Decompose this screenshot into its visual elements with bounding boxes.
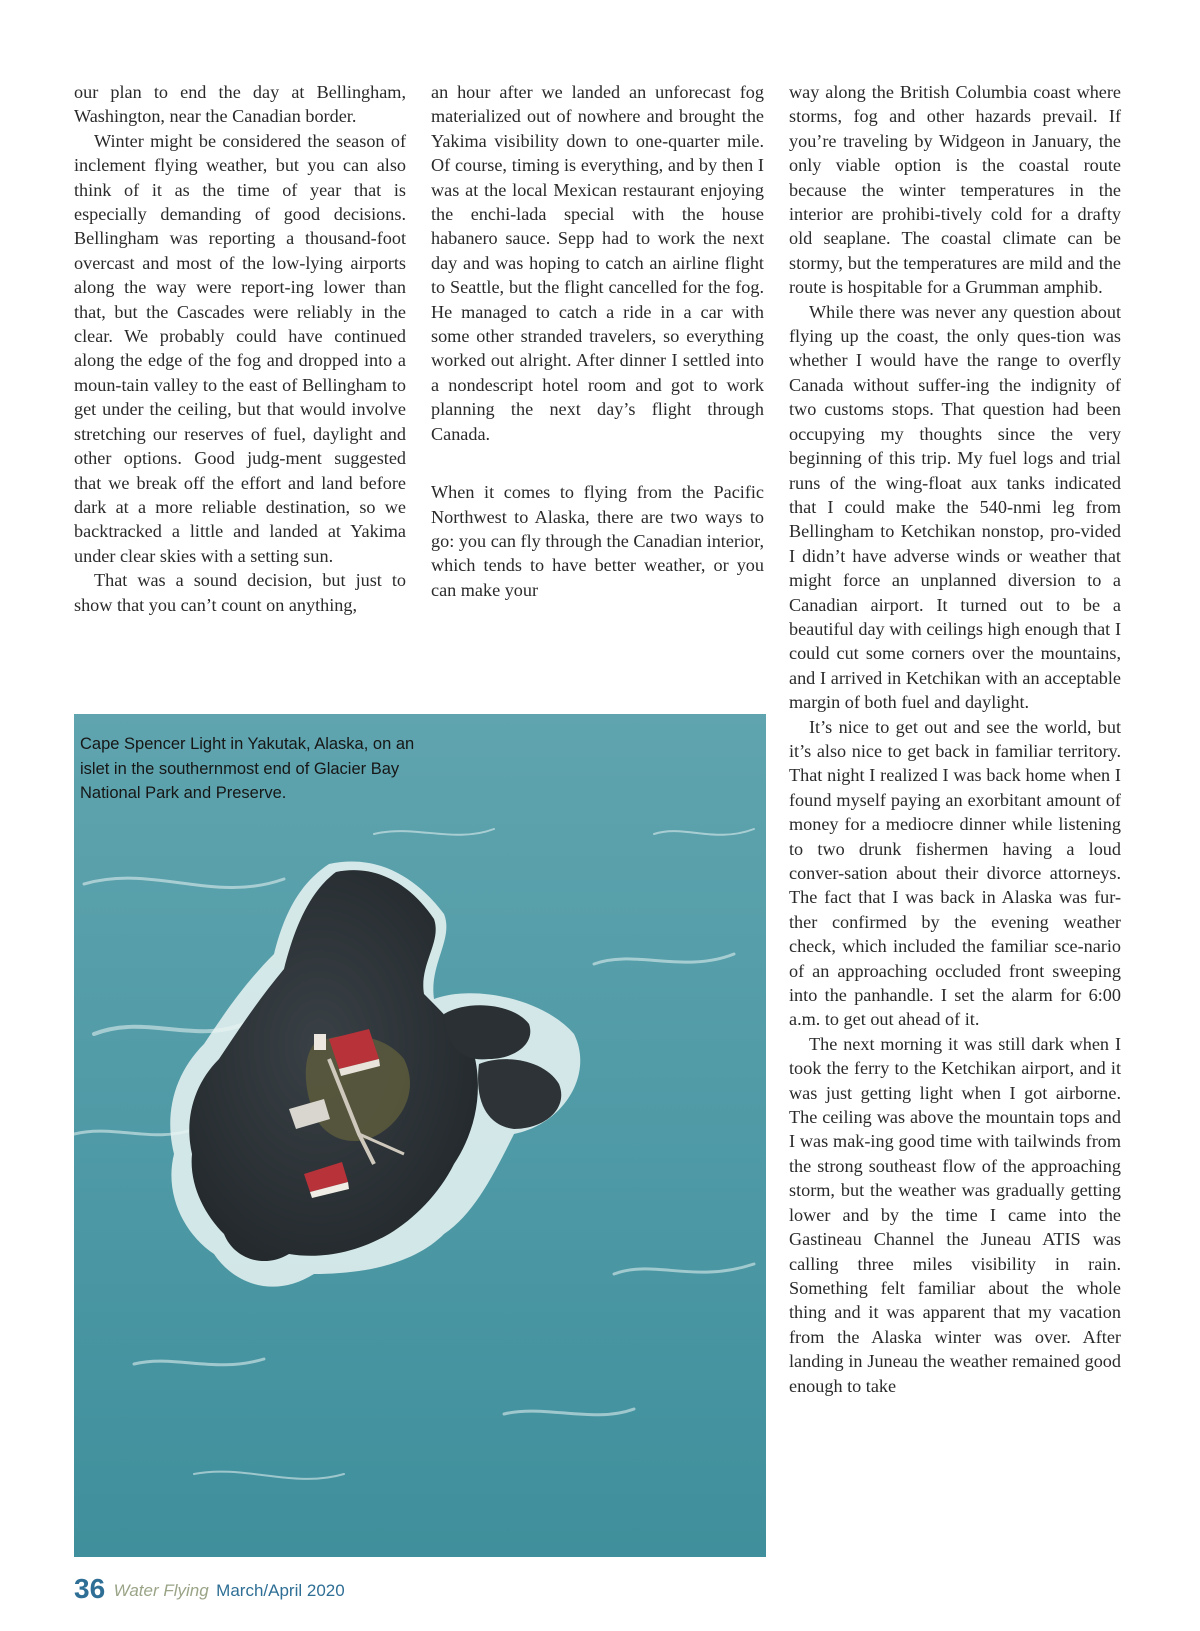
paragraph: way along the British Columbia coast where storms, fog and other hazards prevail. If you’re traveling by Widgeon in January, the only viable option is the coastal route because the winter temperatures in the interior are prohibi-tively cold for a drafty old seaplane. The coastal climate can be stormy, but the temperatures are mild and the route is hospitable for a Grumman amphib. (789, 82, 1121, 298)
page-footer (74, 1573, 345, 1605)
paragraph: our plan to end the day at Bellingham, Washington, near the Canadian border. (74, 82, 406, 127)
text-column-1 (74, 80, 406, 617)
lighthouse-photo (74, 714, 766, 1557)
photo-caption: Cape Spencer Light in Yakutak, Alaska, on an islet in the southernmost end of Glacier Bay National Park and Preserve. (80, 735, 415, 802)
paragraph: While there was never any question about flying up the coast, the only ques-tion was whether I would have the range to overfly Canada without suffer-ing the indignity of two customs stops. That question had been occupying my thoughts since the very beginning of this trip. My fuel logs and trial runs of the wing-float aux tanks indicated that I could make the 540-nmi leg from Bellingham to Ketchikan nonstop, pro-vided I didn’t have adverse winds or weather that might force an unplanned diversion to a Canadian airport. It turned out to be a beautiful day with ceilings high enough that I could cut some corners over the mountains, and I arrived in Ketchikan with an acceptable margin of both fuel and daylight. (789, 301, 1121, 713)
paragraph: When it comes to flying from the Pacific Northwest to Alaska, there are two ways to go: you can fly through the Canadian interior, which tends to have better weather, or you can make your (431, 482, 764, 600)
paragraph: It’s nice to get out and see the world, but it’s also nice to get back in familiar territory. That night I realized I was back home when I found myself paying an exorbitant amount of money for a mediocre dinner while listening to two drunk fishermen having a loud conver-sation about their divorce attorneys. The fact that I was back in Alaska was fur-ther confirmed by the evening weather check, which included the familiar sce-nario of an approaching occluded front sweeping into the panhandle. I set the alarm for 6:00 a.m. to get out ahead of it. (789, 716, 1121, 1030)
magazine-name: Water Flying (113, 1581, 209, 1600)
paragraph: an hour after we landed an unforecast fog materialized out of nowhere and brought the Yakima visibility down to one-quarter mile. Of course, timing is everything, and by then I was at the local Mexican restaurant enjoying the enchi-lada special with the house habanero sauce. Sepp had to work the next day and was hoping to catch an airline flight to Seattle, but the flight cancelled for the fog. He managed to catch a ride in a car with some other stranded travelers, so everything worked out alright. After dinner I settled into a nondescript hotel room and got to work planning the next day’s flight through Canada. (431, 82, 764, 444)
issue-date: March/April 2020 (216, 1581, 345, 1600)
text-column-3 (789, 80, 1121, 1398)
page-number: 36 (74, 1573, 106, 1604)
text-column-2 (431, 80, 764, 602)
paragraph: That was a sound decision, but just to show that you can’t count on anything, (74, 570, 406, 615)
paragraph: Winter might be considered the season of inclement flying weather, but you can also think of it as the time of year that is especially demanding of good decisions. Bellingham was reporting a thousand-foot overcast and most of the low-lying airports along the way were report-ing lower than that, but the Cascades were reliably in the clear. We probably could have continued along the edge of the fog and dropped into a moun-tain valley to the east of Bellingham to get under the ceiling, but that would involve stretching our reserves of fuel, daylight and other options. Good judg-ment suggested that we break off the effort and land before dark at a more reliable destination, so we backtracked a little and landed at Yakima under clear skies with a setting sun. (74, 130, 406, 566)
paragraph: The next morning it was still dark when I took the ferry to the Ketchikan airport, and it was just getting light when I got airborne. The ceiling was above the mountain tops and I was mak-ing good time with tailwinds from the strong southeast flow of the approaching storm, but the weather was gradually getting lower and by the time I came into the Gastineau Channel the Juneau ATIS was calling three miles visibility in rain. Something felt familiar about the whole thing and it was apparent that my vacation from the Alaska winter was over. After landing in Juneau the weather remained good enough to take (789, 1033, 1121, 1396)
